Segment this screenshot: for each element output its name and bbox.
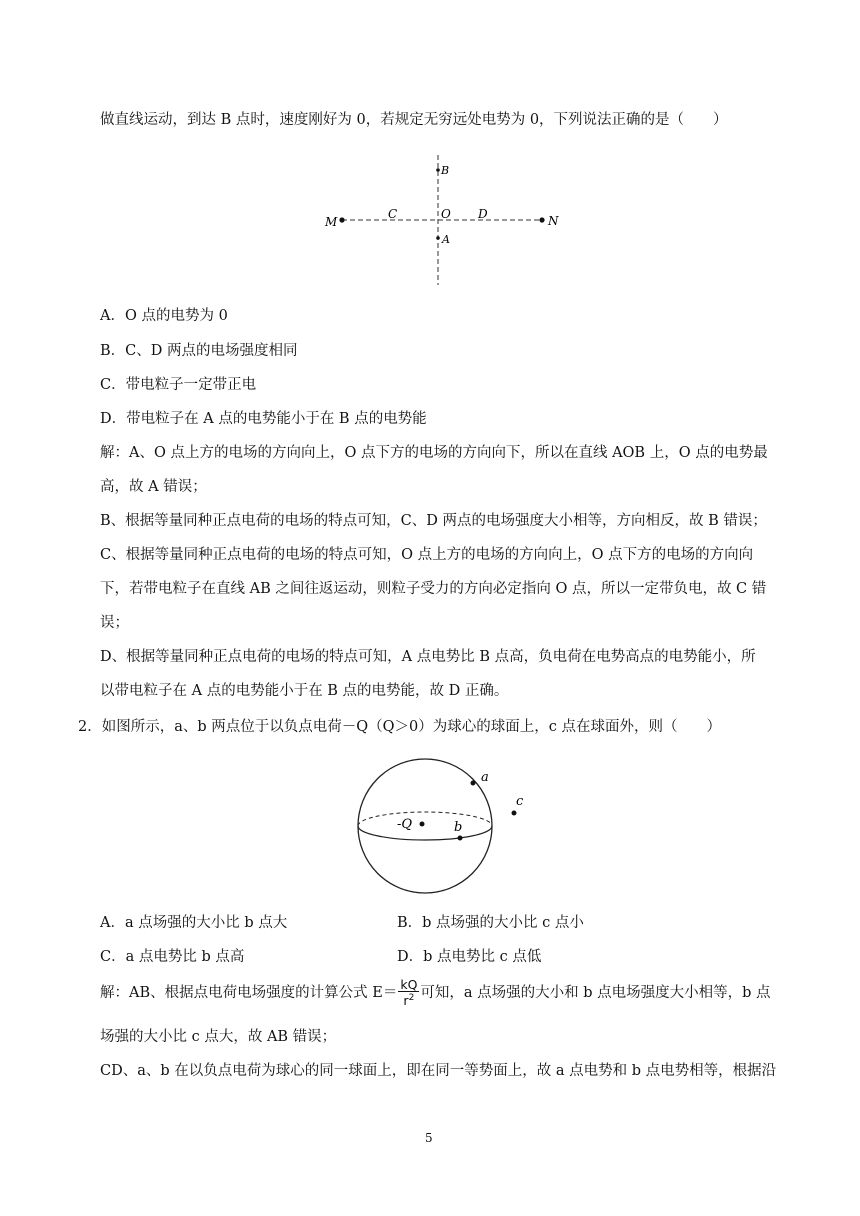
q1-figure bbox=[320, 150, 580, 290]
point-a bbox=[436, 236, 440, 240]
q1-solution-line: 下，若带电粒子在直线 AB 之间往返运动，则粒子受力的方向必定指向 O 点，所以一定带负电，故 C 错 bbox=[100, 581, 767, 597]
point-a bbox=[471, 781, 476, 786]
field-strength-formula bbox=[398, 978, 419, 1007]
label-c: C bbox=[388, 207, 398, 221]
label-m: M bbox=[325, 215, 338, 229]
q1-option-c: C．带电粒子一定带正电 bbox=[100, 377, 257, 393]
point-b bbox=[458, 836, 463, 841]
q2-solution-line-1 bbox=[100, 978, 771, 1008]
label-c: c bbox=[516, 794, 524, 809]
label-d: D bbox=[478, 207, 488, 221]
label-a: a bbox=[481, 770, 489, 785]
label-charge: -Q bbox=[397, 817, 413, 832]
solution-text-post: 可知，a 点场强的大小和 b 点电场强度大小相等，b 点 bbox=[420, 985, 771, 1001]
equator-front bbox=[358, 826, 492, 840]
q2-solution-line-3: CD、a、b 在以负点电荷为球心的同一球面上，即在同一等势面上，故 a 点电势和 b 点电势相等，根据沿 bbox=[100, 1063, 777, 1079]
label-b: B bbox=[441, 164, 450, 177]
q1-stem: 做直线运动，到达 B 点时，速度刚好为 0，若规定无穷远处电势为 0，下列说法正确的是（ ） bbox=[100, 112, 728, 128]
q1-solution-line: 解：A、O 点上方的电场的方向向上，O 点下方的电场的方向向下，所以在直线 AOB 上，O 点的电势最 bbox=[100, 445, 768, 461]
label-o: O bbox=[441, 207, 451, 221]
q2-stem: 2．如图所示，a、b 两点位于以负点电荷－Q（Q＞0）为球心的球面上，c 点在球面外，则（ ） bbox=[78, 719, 721, 735]
equator-back bbox=[358, 812, 492, 826]
label-b: b bbox=[454, 820, 463, 835]
sphere-outline bbox=[358, 759, 492, 893]
q1-option-b: B．C、D 两点的电场强度相同 bbox=[100, 343, 298, 359]
label-a: A bbox=[442, 233, 450, 246]
point-n bbox=[539, 217, 544, 222]
q1-solution-line: 以带电粒子在 A 点的电势能小于在 B 点的电势能，故 D 正确。 bbox=[100, 683, 509, 699]
q2-option-c: C．a 点电势比 b 点高 bbox=[100, 949, 245, 965]
q2-option-d: D．b 点电势比 c 点低 bbox=[397, 949, 542, 965]
q2-option-b: B．b 点场强的大小比 c 点小 bbox=[397, 915, 584, 931]
q1-solution-line: 高，故 A 错误； bbox=[100, 479, 207, 495]
formula-base: r bbox=[403, 993, 409, 1009]
q1-option-d: D．带电粒子在 A 点的电势能小于在 B 点的电势能 bbox=[100, 411, 427, 427]
q1-option-a: A．O 点的电势为 0 bbox=[100, 308, 228, 324]
q1-solution-line: D、根据等量同种正点电荷的电场的特点可知，A 点电势比 B 点高，负电荷在电势高点的电势能小，所 bbox=[100, 649, 756, 665]
label-n: N bbox=[548, 214, 559, 228]
point-b bbox=[436, 168, 440, 172]
q1-solution-line: 误； bbox=[100, 615, 129, 631]
q2-option-a: A．a 点场强的大小比 b 点大 bbox=[100, 915, 288, 931]
formula-exponent: 2 bbox=[408, 993, 415, 1004]
formula-denominator bbox=[398, 992, 419, 1007]
q1-solution-line: C、根据等量同种正点电荷的电场的特点可知，O 点上方的电场的方向向上，O 点下方的电场的方向向 bbox=[100, 547, 754, 563]
point-c bbox=[512, 811, 517, 816]
formula-numerator: kQ bbox=[400, 977, 418, 993]
q2-solution-line-2: 场强的大小比 c 点大，故 AB 错误； bbox=[100, 1029, 337, 1045]
q2-sphere-figure bbox=[348, 755, 538, 905]
solution-text-pre: 解：AB、根据点电荷电场强度的计算公式 E＝ bbox=[100, 985, 398, 1001]
q1-solution-line: B、根据等量同种正点电荷的电场的特点可知，C、D 两点的电场强度大小相等，方向相反，故 B 错误； bbox=[100, 513, 767, 529]
page-number: 5 bbox=[425, 1131, 433, 1145]
point-charge bbox=[420, 822, 425, 827]
point-m bbox=[339, 217, 344, 222]
